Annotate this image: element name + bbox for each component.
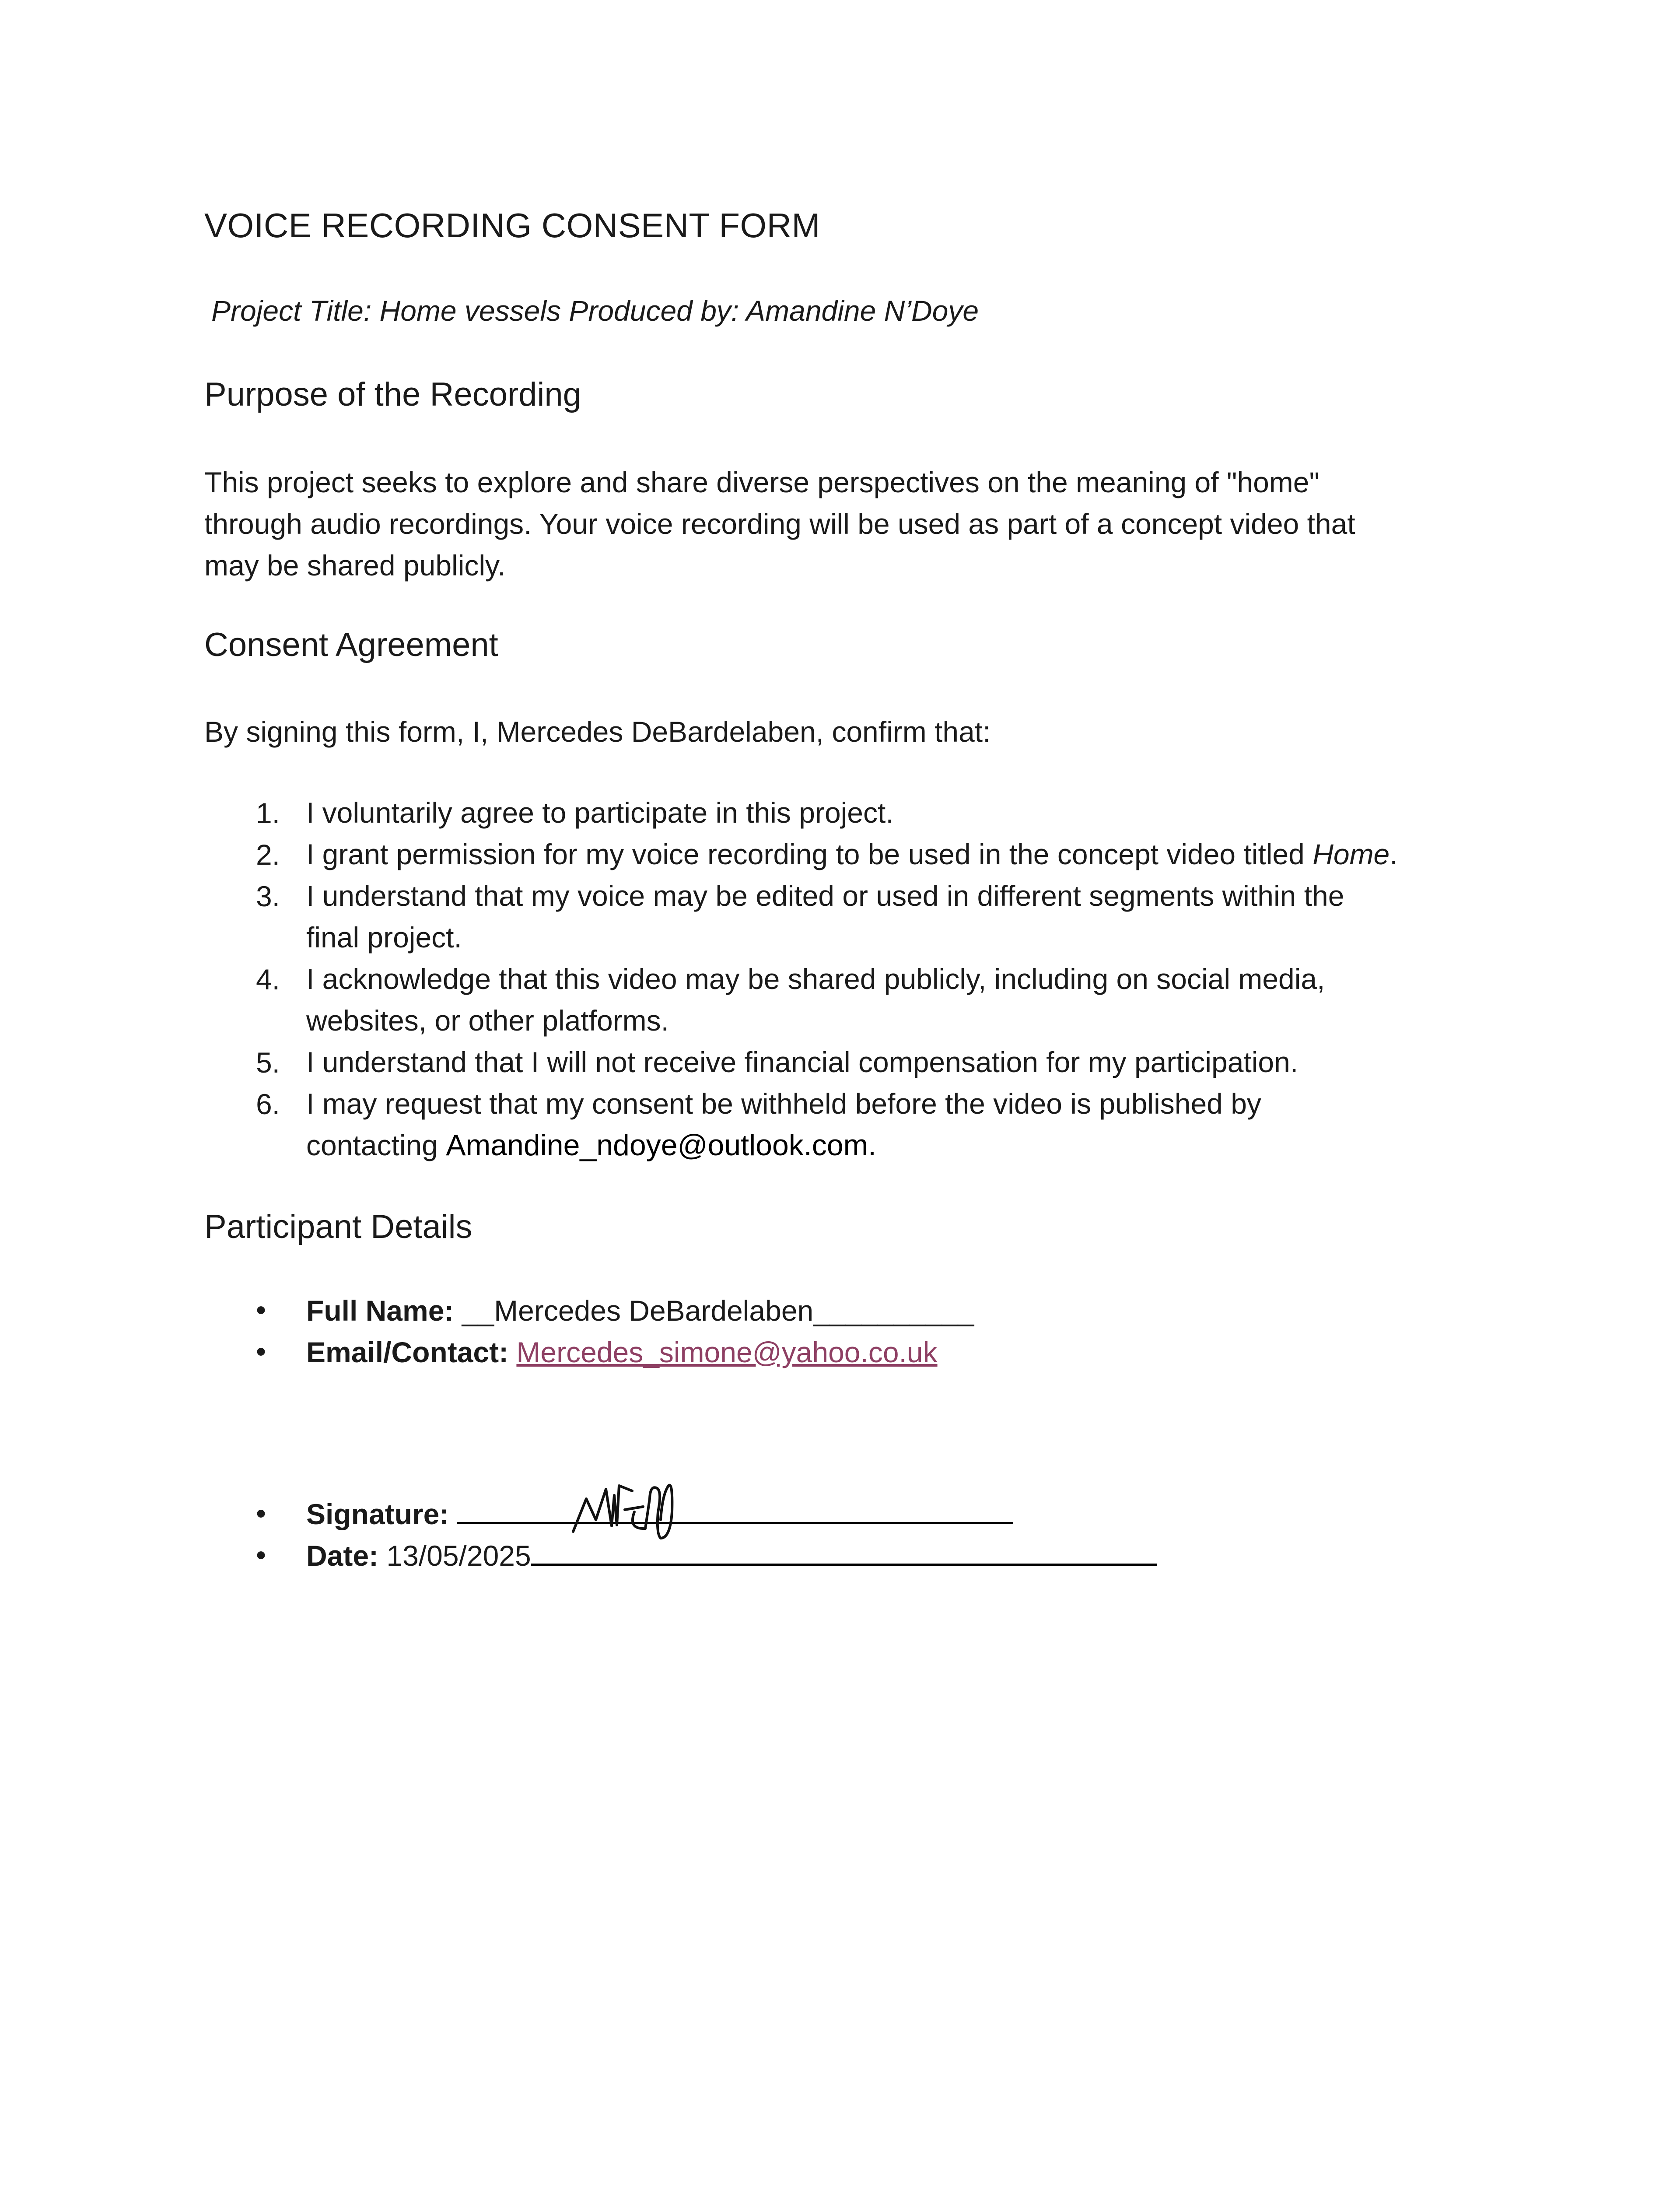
full-name-value: Mercedes DeBardelaben (494, 1294, 814, 1327)
purpose-heading: Purpose of the Recording (204, 376, 581, 413)
list-item-text: I grant permission for my voice recording to be used in the concept video titled (306, 838, 1313, 870)
list-number: 2. (256, 838, 280, 871)
bullet-icon: • (256, 1539, 266, 1571)
email-label: Email/Contact: (306, 1336, 509, 1368)
signature-label: Signature: (306, 1498, 449, 1530)
list-item-period: . (1390, 838, 1398, 870)
bullet-icon: • (256, 1335, 266, 1368)
date-row (306, 1535, 1157, 1577)
list-item: I understand that I will not receive financial compensation for my participation. (306, 1046, 1298, 1078)
list-number: 3. (256, 880, 280, 912)
bullet-icon: • (256, 1294, 266, 1326)
list-number: 1. (256, 797, 280, 829)
participant-heading: Participant Details (204, 1208, 472, 1245)
date-label: Date: (306, 1539, 379, 1572)
full-name-row (306, 1290, 974, 1332)
list-number: 5. (256, 1046, 280, 1079)
email-row (306, 1332, 1292, 1373)
list-item (306, 834, 1398, 875)
list-number: 6. (256, 1088, 280, 1120)
purpose-line-1: This project seeks to explore and share diverse perspectives on the meaning of "home" (204, 466, 1320, 498)
list-item: I may request that my consent be withheld before the video is published by (306, 1087, 1261, 1120)
purpose-line-2: through audio recordings. Your voice recording will be used as part of a concept video that (204, 508, 1355, 540)
list-item: I voluntarily agree to participate in this project. (306, 796, 894, 829)
date-value: 13/05/2025 (386, 1539, 531, 1572)
producer-email[interactable]: Amandine_ndoye@outlook.com. (446, 1129, 877, 1162)
list-item-continuation: final project. (306, 921, 462, 954)
list-item: I acknowledge that this video may be shared publicly, including on social media, (306, 963, 1325, 995)
list-item-continuation: websites, or other platforms. (306, 1004, 669, 1037)
purpose-line-3: may be shared publicly. (204, 549, 506, 582)
signature-line (457, 1496, 1013, 1524)
full-name-label: Full Name: (306, 1294, 454, 1327)
consent-heading: Consent Agreement (204, 626, 498, 663)
list-number: 4. (256, 963, 280, 996)
bullet-icon: • (256, 1497, 266, 1529)
document-title: VOICE RECORDING CONSENT FORM (204, 206, 820, 245)
full-name-prefix: __ (462, 1294, 494, 1327)
full-name-suffix: __________ (813, 1294, 974, 1327)
list-item: I understand that my voice may be edited or used in different segments within the (306, 880, 1344, 912)
list-item-continuation (306, 1125, 876, 1166)
consent-intro: By signing this form, I, Mercedes DeBardelaben, confirm that: (204, 715, 991, 748)
video-title-emphasis: Home (1312, 838, 1390, 870)
document-subtitle: Project Title: Home vessels Produced by: Amandine N’Doye (211, 295, 979, 327)
date-line (531, 1537, 1157, 1566)
signature-image (569, 1468, 726, 1545)
list-item-text: contacting (306, 1129, 446, 1161)
participant-email-link[interactable]: Mercedes_simone@yahoo.co.uk (516, 1336, 938, 1368)
